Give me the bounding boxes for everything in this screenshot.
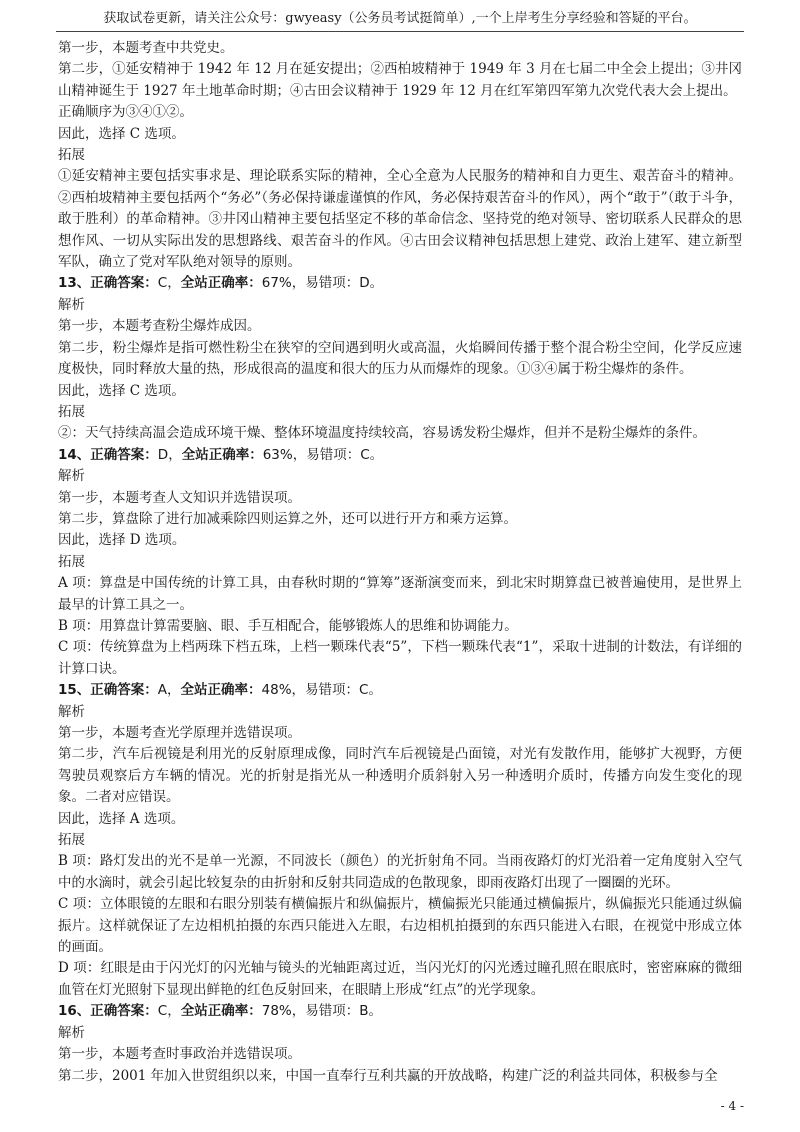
q12-step1: 第一步，本题考查中共党史。: [58, 40, 234, 56]
q13-extension-text: ②：天气持续高温会造成环境干燥、整体环境温度持续较高，容易诱发粉尘爆炸，但并不是粉尘爆炸的条件。: [58, 425, 706, 442]
page-header: 获取试卷更新，请关注公众号：gwyeasy（公务员考试挺简单）,一个上岸考生分享经验和答疑的平台。: [103, 11, 697, 26]
q16-answer-label: 正确答案：: [90, 1003, 158, 1020]
q12-order: 正确顺序为③④①②。: [58, 104, 193, 121]
q15-analysis-label: 解析: [58, 703, 85, 720]
q13-step2: 第二步，粉尘爆炸是指可燃性粉尘在狭窄的空间遇到明火或高温，火焰瞬间传播于整个混合粉尘空间，化学反应速度极快，同时释放大量的热，形成很高的温度和很大的压力从而爆炸的现象。①③④属于粉尘爆炸的条件。: [58, 339, 742, 378]
q14-option-a: A 项：算盘是中国传统的计算工具，由春秋时期的“算筹”逐渐演变而来，到北宋时期算盘已被普遍使用，是世界上最早的计算工具之一。: [58, 575, 742, 613]
q13-rate: 67%，易错项：D。: [261, 275, 384, 292]
q14-step2: 第二步，算盘除了进行加减乘除四则运算之外，还可以进行开方和乘方运算。: [58, 510, 517, 527]
q15-option-c: C 项：立体眼镜的左眼和右眼分别装有横偏振片和纵偏振片，横偏振光只能通过横偏振片，纵偏振光只能通过纵偏振片。这样就保证了左边相机拍摄的东西只能进入左眼，右边相机拍摄到的东西只能进入右眼，在视觉中形成立体的画面。: [58, 896, 742, 956]
q16-rate-label: 全站正确率：: [180, 1003, 262, 1020]
q15-rate-label: 全站正确率：: [180, 682, 262, 699]
page-number: - 4 -: [720, 1099, 744, 1113]
q14-rate: 63%，易错项：C。: [262, 446, 384, 463]
q15-step1: 第一步，本题考查光学原理并选错误项。: [58, 725, 301, 741]
q14-answer: D，: [157, 446, 182, 463]
q14-step1: 第一步，本题考查人文知识并选错误项。: [58, 489, 301, 506]
q14-conclusion: 因此，选择 D 选项。: [58, 532, 186, 549]
q14-option-c: C 项：传统算盘为上档两珠下档五珠，上档一颗珠代表“5”，下档一颗珠代表“1”，采取十进制的计数法，有详细的计算口诀。: [58, 639, 742, 677]
q14-number: 14、: [58, 446, 91, 463]
document-body: [58, 38, 742, 1087]
q12-conclusion: 因此，选择 C 选项。: [58, 125, 185, 142]
q13-step1: 第一步，本题考查粉尘爆炸成因。: [58, 318, 261, 335]
q13-answer: C，: [157, 275, 181, 292]
q16-analysis-label: 解析: [58, 1024, 85, 1041]
q15-answer-label: 正确答案：: [90, 682, 158, 699]
q13-answer-line: [58, 273, 742, 294]
q15-conclusion: 因此，选择 A 选项。: [58, 810, 185, 827]
q16-number: 16、: [58, 1003, 91, 1020]
q16-rate: 78%，易错项：B。: [261, 1003, 383, 1020]
q16-step2: 第二步，2001 年加入世贸组织以来，中国一直奉行互利共赢的开放战略，构建广泛的利益共同体，积极参与全: [58, 1067, 718, 1084]
q13-number: 13、: [58, 275, 91, 292]
q14-option-b: B 项：用算盘计算需要脑、眼、手互相配合，能够锻炼人的思维和协调能力。: [58, 617, 518, 634]
q15-answer-line: [58, 680, 742, 701]
q15-answer: A，: [157, 682, 181, 699]
q12-extension-text: ①延安精神主要包括实事求是、理论联系实际的精神，全心全意为人民服务的精神和自力更生、艰苦奋斗的精神。②西柏坡精神主要包括两个“务必”（务必保持谦虚谨慎的作风，务必保持艰苦奋斗的作风），两个“敢于”（敢于斗争，敢于胜利）的革命精神。③井冈山精神主要包括坚定不移的革命信念、坚持党的绝对领导、密切联系人民群众的思想作风、一切从实际出发的思想路线、艰苦奋斗的作风。④古田会议精神包括思想上建党、政治上建军、建立新型军队，确立了党对军队绝对领导的原则。: [58, 168, 742, 271]
q14-analysis-label: 解析: [58, 468, 85, 485]
q15-option-b: B 项：路灯发出的光不是单一光源，不同波长（颜色）的光折射角不同。当雨夜路灯的灯光沿着一定角度射入空气中的水滴时，就会引起比较复杂的由折射和反射共同造成的色散现象，即雨夜路灯出现了一圈圈的光环。: [58, 853, 742, 891]
q16-step1: 第一步，本题考查时事政治并选错误项。: [58, 1046, 301, 1063]
q15-rate: 48%，易错项：C。: [261, 682, 382, 699]
q13-answer-label: 正确答案：: [90, 275, 158, 292]
q13-rate-label: 全站正确率：: [180, 275, 262, 292]
q15-option-d: D 项：红眼是由于闪光灯的闪光轴与镜头的光轴距离过近，当闪光灯的闪光透过瞳孔照在眼底时，密密麻麻的微细血管在灯光照射下显现出鲜艳的红色反射回来，在眼睛上形成“红点”的光学现象。: [58, 960, 742, 998]
q14-extension-label: 拓展: [58, 553, 85, 570]
q16-answer: C，: [157, 1003, 181, 1020]
q12-step2: 第二步，①延安精神于 1942 年 12 月在延安提出；②西柏坡精神于 1949 年 3 月在七届二中全会上提出；③井冈山精神诞生于 1927 年土地革命时期；④古田会议精神于 1929 年 12 月在红军第四军第九次党代表大会上提出。: [58, 61, 742, 99]
q14-answer-label: 正确答案：: [90, 446, 158, 463]
q13-extension-label: 拓展: [58, 403, 85, 420]
q15-number: 15、: [58, 682, 91, 699]
q12-extension-label: 拓展: [58, 147, 85, 164]
q13-analysis-label: 解析: [58, 296, 85, 313]
q13-conclusion: 因此，选择 C 选项。: [58, 382, 185, 399]
q16-answer-line: [58, 1001, 742, 1022]
header-divider: [56, 31, 744, 32]
q14-answer-line: [58, 445, 742, 466]
q14-rate-label: 全站正确率：: [181, 446, 263, 463]
q15-step2: 第二步，汽车后视镜是利用光的反射原理成像，同时汽车后视镜是凸面镜，对光有发散作用，能够扩大视野，方便驾驶员观察后方车辆的情况。光的折射是指光从一种透明介质斜射入另一种透明介质时，传播方向发生变化的现象。二者对应错误。: [58, 746, 742, 806]
q15-extension-label: 拓展: [58, 832, 85, 849]
